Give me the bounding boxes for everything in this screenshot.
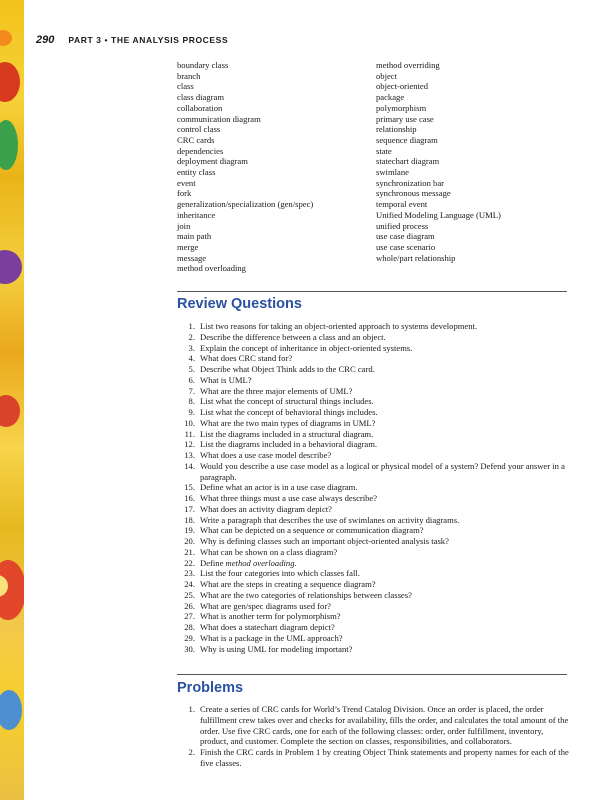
item-number: 2. [188,331,195,342]
key-term: dependencies [177,145,224,156]
review-question [177,364,569,375]
key-terms-column-2 [376,60,572,274]
problem-item [177,747,569,769]
review-question [177,601,569,612]
item-number: 11. [184,428,195,439]
decor-shape [0,62,20,102]
item-number: 1. [188,704,195,714]
item-text: What are gen/spec diagrams used for? [200,600,331,611]
key-term: use case scenario [376,241,436,252]
item-number: 3. [188,342,195,353]
item-text-wrap [200,558,569,569]
item-number: 26. [184,600,195,611]
key-term: control class [177,124,221,135]
item-number: 6. [188,374,195,385]
problems-list [177,704,569,769]
item-number: 10. [184,417,195,428]
item-text: What are the two main types of diagrams in UML? [200,417,376,428]
review-question [177,547,569,558]
emphasized-term: method overloading [225,557,295,568]
key-term: communication diagram [177,113,261,124]
item-number: 9. [188,407,195,417]
item-text: What can be depicted on a sequence or communication diagram? [200,525,424,536]
item-number: 15. [184,482,195,493]
item-text: Why is using UML for modeling important? [200,643,353,654]
item-text: What does an activity diagram depict? [200,503,332,514]
item-text: List what the concept of behavioral things includes. [200,407,378,417]
item-text: List what the concept of structural things includes. [200,396,374,407]
problem-item [177,704,569,747]
review-question [177,633,569,644]
decor-shape [0,120,18,170]
key-term: Unified Modeling Language (UML) [376,209,501,220]
item-number: 8. [188,396,195,407]
item-text: What is UML? [200,374,252,385]
key-term: use case diagram [376,231,435,242]
item-text: List two reasons for taking an object-oriented approach to systems development. [200,321,478,331]
item-text: Define [200,557,226,568]
item-text: Finish the CRC cards in Problem 1 by creating Object Think statements and property names for each of the five classes. [200,747,569,768]
key-term: whole/part relationship [376,252,456,263]
item-text: Explain the concept of inheritance in object-oriented systems. [200,342,413,353]
review-question [177,439,569,450]
key-term: branch [177,70,201,81]
problems-heading: Problems [177,680,244,696]
review-question [177,515,569,526]
key-term: primary use case [376,113,434,124]
key-term: CRC cards [177,134,215,145]
item-text: Define what an actor is in a use case diagram. [200,482,358,493]
item-text: What are the steps in creating a sequence diagram? [200,579,376,589]
item-text: List the four categories into which classes fall. [200,568,360,579]
page-header [36,34,228,50]
item-text: Create a series of CRC cards for World’s Trend Catalog Division. Once an order is placed, the order fulfillment crew takes over and checks for availability, fills the order, and calculates the total amount of the order. Use five CRC cards, one for each of the following classes: order, order fulfillment, inventory, product, and customer. Complete the section on classes, responsibilities, and collaborators. [200,704,569,747]
review-question [177,418,569,429]
item-number: 19. [184,525,195,536]
key-terms-column-1 [177,60,376,274]
key-term: synchronization bar [376,177,445,188]
review-question [177,353,569,364]
review-question [177,644,569,655]
key-term: join [177,220,191,231]
key-term: swimlane [376,167,409,178]
item-number: 2. [188,747,195,757]
item-text: What does a statechart diagram depict? [200,622,335,632]
key-term: main path [177,231,212,242]
key-term: inheritance [177,209,216,220]
key-term: message [177,252,207,263]
item-text: What can be shown on a class diagram? [200,546,338,557]
review-question [177,375,569,386]
item-number: 17. [184,503,195,514]
item-number: 1. [188,321,195,331]
item-number: 12. [184,439,195,450]
item-text: List the diagrams included in a structural diagram. [200,428,374,439]
item-number: 7. [188,385,195,396]
key-term: collaboration [177,102,223,113]
item-number: 28. [184,622,195,632]
key-term: sequence diagram [376,134,438,145]
key-term: class diagram [177,92,225,103]
key-term: merge [177,241,199,252]
key-terms [177,60,572,274]
review-question [177,622,569,633]
review-question [177,407,569,418]
key-term: state [376,145,392,156]
review-question [177,332,569,343]
key-term: temporal event [376,199,428,210]
key-term: statechart diagram [376,156,440,167]
key-term: event [177,177,196,188]
item-number: 18. [184,514,195,525]
item-text: What does a use case model describe? [200,450,332,460]
review-question [177,536,569,547]
item-text: What are the three major elements of UML? [200,385,353,396]
item-text: Describe what Object Think adds to the CRC card. [200,364,375,374]
review-question [177,611,569,622]
item-number: 16. [184,493,195,503]
review-question [177,343,569,354]
item-text: What is a package in the UML approach? [200,632,343,643]
key-term: boundary class [177,60,229,70]
review-question [177,568,569,579]
review-question [177,558,569,569]
item-number: 4. [188,353,195,364]
item-number: 23. [184,568,195,579]
item-number: 25. [184,589,195,600]
review-question [177,579,569,590]
key-term: method overloading [177,263,246,274]
item-number: 27. [184,611,195,622]
decor-shape [0,395,20,427]
item-number: 20. [184,536,195,546]
item-number: 14. [184,460,195,471]
review-question [177,504,569,515]
decor-shape [0,250,22,284]
key-term: relationship [376,124,417,135]
running-title: PART 3 • THE ANALYSIS PROCESS [68,35,229,45]
section-divider [177,291,567,292]
review-question [177,482,569,493]
key-term: synchronous message [376,188,451,199]
review-question [177,396,569,407]
item-text: What are the two categories of relationships between classes? [200,589,412,600]
item-text-end: . [294,557,297,568]
review-question [177,525,569,536]
review-questions-list [177,321,569,654]
key-term: unified process [376,220,429,231]
decor-shape [0,690,22,730]
item-text: Write a paragraph that describes the use of swimlanes on activity diagrams. [200,514,460,525]
key-term: method overriding [376,60,440,70]
item-text: Describe the difference between a class and an object. [200,331,386,342]
key-term: generalization/specialization (gen/spec) [177,199,314,210]
review-question [177,450,569,461]
review-question [177,590,569,601]
section-divider [177,674,567,675]
review-question [177,321,569,332]
review-questions-heading: Review Questions [177,296,302,312]
decor-shape [0,30,12,46]
key-term: polymorphism [376,102,427,113]
key-term: object-oriented [376,81,429,92]
key-term: object [376,70,397,81]
item-number: 30. [184,643,195,654]
item-number: 13. [184,450,195,460]
page-number: 290 [36,34,55,46]
decorative-side-strip [0,0,24,800]
item-number: 29. [184,632,195,643]
review-question [177,493,569,504]
item-text: What three things must a use case always describe? [200,493,378,503]
review-question [177,461,569,483]
item-number: 24. [184,579,195,589]
review-question [177,429,569,440]
key-term: class [177,81,194,92]
key-term: entity class [177,167,216,178]
item-number: 5. [188,364,195,374]
item-text: What does CRC stand for? [200,353,293,364]
item-text: What is another term for polymorphism? [200,611,341,622]
review-question [177,386,569,397]
item-text: List the diagrams included in a behavioral diagram. [200,439,378,450]
item-number: 21. [184,546,195,557]
key-term: deployment diagram [177,156,248,167]
item-text: Would you describe a use case model as a logical or physical model of a system? Defend your answer in a paragraph. [200,460,565,482]
item-text: Why is defining classes such an important object-oriented analysis task? [200,536,449,546]
item-number: 22. [184,557,195,568]
key-term: fork [177,188,192,199]
key-term: package [376,92,405,103]
